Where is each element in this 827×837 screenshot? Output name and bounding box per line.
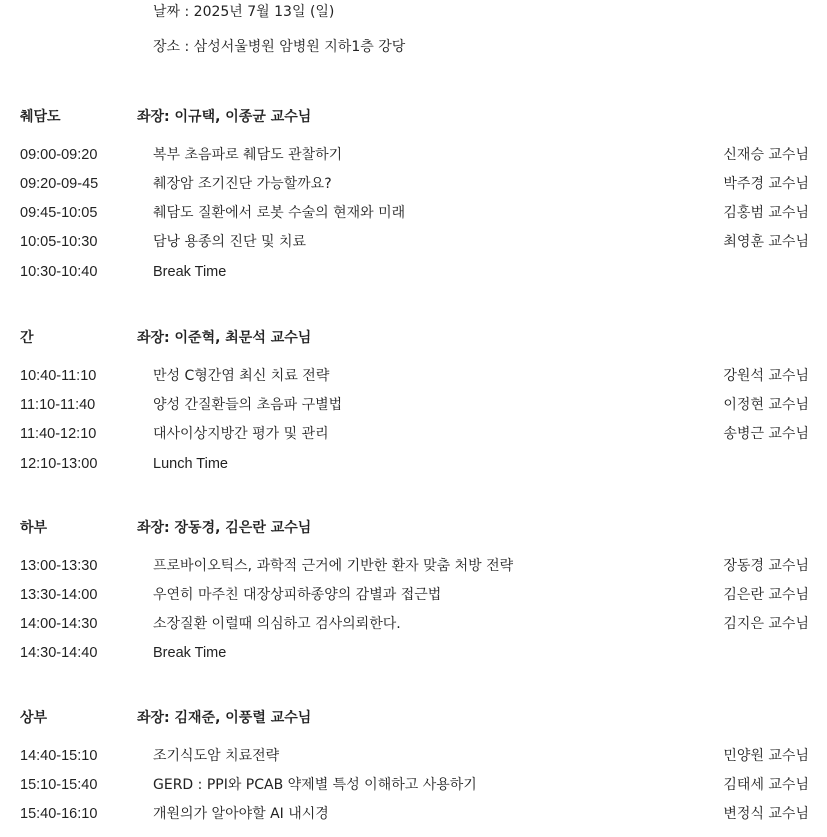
speaker-name: 변정식 교수님 xyxy=(723,806,809,822)
break-label: Break Time xyxy=(153,645,227,661)
schedule-row xyxy=(0,395,827,415)
time-slot: 14:40-15:10 xyxy=(20,748,98,764)
time-slot: 09:00-09:20 xyxy=(20,147,98,163)
lecture-topic: 양성 간질환들의 초음파 구별법 xyxy=(153,397,343,413)
speaker-name: 박주경 교수님 xyxy=(723,176,809,192)
time-slot: 12:10-13:00 xyxy=(20,456,98,472)
break-row xyxy=(0,643,827,663)
speaker-name: 김지은 교수님 xyxy=(723,616,809,632)
time-slot: 09:20-09-45 xyxy=(20,176,99,192)
schedule-row xyxy=(0,804,827,824)
schedule-row xyxy=(0,556,827,576)
time-slot: 10:30-10:40 xyxy=(20,264,98,280)
speaker-name: 강원석 교수님 xyxy=(723,368,809,384)
lecture-topic: 췌장암 조기진단 가능할까요? xyxy=(153,176,332,192)
speaker-name: 송병근 교수님 xyxy=(723,426,809,442)
schedule-row xyxy=(0,366,827,386)
date-line: 날짜 : 2025년 7월 13일 (일) xyxy=(153,4,335,20)
lecture-topic: 췌담도 질환에서 로봇 수술의 현재와 미래 xyxy=(153,205,406,221)
session-header xyxy=(0,518,827,538)
speaker-name: 민양원 교수님 xyxy=(723,748,809,764)
speaker-name: 신재승 교수님 xyxy=(723,147,809,163)
session-name: 간 xyxy=(20,330,34,346)
session-header xyxy=(0,708,827,728)
session-chair: 좌장: 이규택, 이종균 교수님 xyxy=(137,109,312,125)
schedule-row xyxy=(0,585,827,605)
lecture-topic: 프로바이오틱스, 과학적 근거에 기반한 환자 맞춤 처방 전략 xyxy=(153,558,514,574)
time-slot: 10:40-11:10 xyxy=(20,368,97,384)
schedule-row xyxy=(0,775,827,795)
time-slot: 11:10-11:40 xyxy=(20,397,96,413)
lecture-topic: 조기식도암 치료전략 xyxy=(153,748,280,764)
session-header xyxy=(0,107,827,127)
session-name: 췌담도 xyxy=(20,109,61,125)
session-name: 하부 xyxy=(20,520,48,536)
lecture-topic: 복부 초음파로 췌담도 관찰하기 xyxy=(153,147,343,163)
lecture-topic: 우연히 마주친 대장상피하종양의 감별과 접근법 xyxy=(153,587,442,603)
break-label: Break Time xyxy=(153,264,227,280)
time-slot: 11:40-12:10 xyxy=(20,426,97,442)
break-row xyxy=(0,454,827,474)
time-slot: 14:00-14:30 xyxy=(20,616,98,632)
session-chair: 좌장: 장동경, 김은란 교수님 xyxy=(137,520,312,536)
break-row xyxy=(0,262,827,282)
lecture-topic: 담낭 용종의 진단 및 치료 xyxy=(153,234,307,250)
schedule-row xyxy=(0,232,827,252)
schedule-row xyxy=(0,424,827,444)
speaker-name: 김은란 교수님 xyxy=(723,587,809,603)
time-slot: 14:30-14:40 xyxy=(20,645,98,661)
speaker-name: 최영훈 교수님 xyxy=(723,234,809,250)
schedule-row xyxy=(0,614,827,634)
schedule-row xyxy=(0,145,827,165)
session-name: 상부 xyxy=(20,710,48,726)
schedule-row xyxy=(0,203,827,223)
speaker-name: 장동경 교수님 xyxy=(723,558,809,574)
time-slot: 15:40-16:10 xyxy=(20,806,98,822)
schedule-row xyxy=(0,174,827,194)
time-slot: 10:05-10:30 xyxy=(20,234,98,250)
session-chair: 좌장: 이준혁, 최문석 교수님 xyxy=(137,330,312,346)
venue-line: 장소 : 삼성서울병원 암병원 지하1층 강당 xyxy=(153,39,406,55)
speaker-name: 김홍범 교수님 xyxy=(723,205,809,221)
session-header xyxy=(0,328,827,348)
break-label: Lunch Time xyxy=(153,456,228,472)
speaker-name: 김태세 교수님 xyxy=(723,777,809,793)
lecture-topic: 소장질환 이럴때 의심하고 검사의뢰한다. xyxy=(153,616,401,632)
time-slot: 09:45-10:05 xyxy=(20,205,98,221)
lecture-topic: GERD : PPI와 PCAB 약제별 특성 이해하고 사용하기 xyxy=(153,777,477,793)
lecture-topic: 개원의가 알아야할 AI 내시경 xyxy=(153,806,329,822)
lecture-topic: 만성 C형간염 최신 치료 전략 xyxy=(153,368,330,384)
time-slot: 13:30-14:00 xyxy=(20,587,98,603)
time-slot: 15:10-15:40 xyxy=(20,777,98,793)
speaker-name: 이정현 교수님 xyxy=(723,397,809,413)
lecture-topic: 대사이상지방간 평가 및 관리 xyxy=(153,426,329,442)
session-chair: 좌장: 김재준, 이풍렬 교수님 xyxy=(137,710,312,726)
time-slot: 13:00-13:30 xyxy=(20,558,98,574)
schedule-row xyxy=(0,746,827,766)
